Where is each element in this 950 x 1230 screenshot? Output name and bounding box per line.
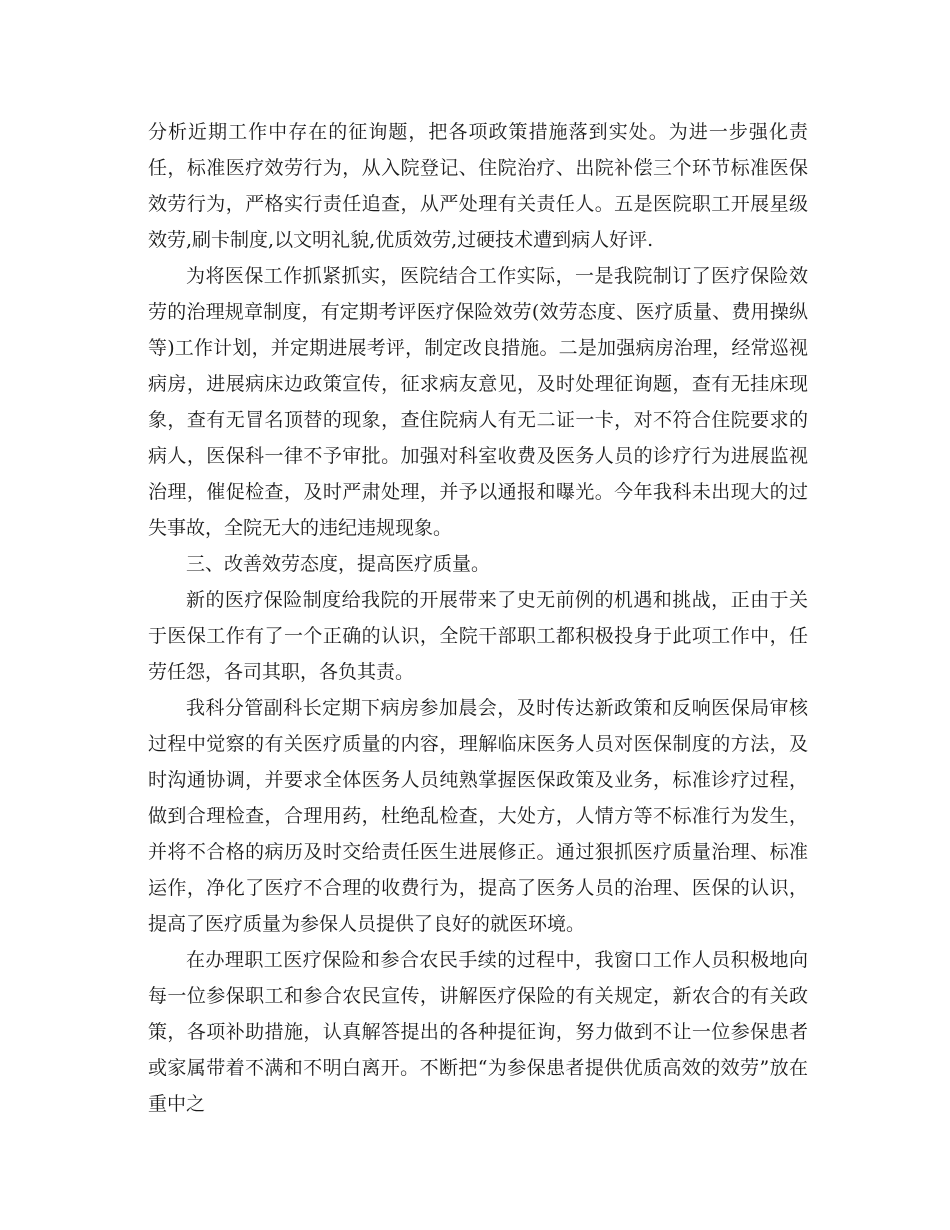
paragraph-medical-insurance-management: 为将医保工作抓紧抓实，医院结合工作实际，一是我院制订了医疗保险效劳的治理规章制度，有定期考评医疗保险效劳(效劳态度、医疗质量、费用操纵等)工作计划，并定期进展考评，制定改良措施。二是加强病房治理，经常巡视病房，进展病床边政策宣传，征求病友意见，及时处理征询题，查有无挂床现象，查有无冒名顶替的现象，查住院病人有无二证一卡，对不符合住院要求的病人，医保科一律不予审批。加强对科室收费及医务人员的诊疗行为进展监视治理，催促检查，及时严肃处理，并予以通报和曝光。今年我科未出现大的过失事故，全院无大的违纪违规现象。 — [148, 265, 808, 539]
paragraph-window-staff: 在办理职工医疗保险和参合农民手续的过程中，我窗口工作人员积极地向每一位参保职工和参合农民宣传，讲解医疗保险的有关规定，新农合的有关政策，各项补助措施，认真解答提出的各种提征询，努力做到不让一位参保患者或家属带着不满和不明白离开。不断把“为参保患者提供优质高效的效劳”放在重中之 — [148, 949, 808, 1115]
paragraph-deputy-chief-rounds: 我科分管副科长定期下病房参加晨会，及时传达新政策和反响医保局审核过程中觉察的有关医疗质量的内容，理解临床医务人员对医保制度的方法，及时沟通协调，并要求全体医务人员纯熟掌握医保政策及业务，标准诊疗过程，做到合理检查，合理用药，杜绝乱检查，大处方，人情方等不标准行为发生，并将不合格的病历及时交给责任医生进展修正。通过狠抓医疗质量治理、标准运作，净化了医疗不合理的收费行为，提高了医务人员的治理、医保的认识，提高了医疗质量为参保人员提供了良好的就医环境。 — [148, 697, 808, 935]
section-heading-improve-service: 三、改善效劳态度，提高医疗质量。 — [186, 553, 491, 575]
paragraph-continuation: 分析近期工作中存在的征询题，把各项政策措施落到实处。为进一步强化责任，标准医疗效劳行为，从入院登记、住院治疗、出院补偿三个环节标准医保效劳行为，严格实行责任追查，从严处理有关责任人。五是医院职工开展星级效劳,刷卡制度,以文明礼貌,优质效劳,过硬技术遭到病人好评. — [148, 121, 808, 251]
paragraph-new-insurance-system: 新的医疗保险制度给我院的开展带来了史无前例的机遇和挑战，正由于关于医保工作有了一个正确的认识，全院干部职工都积极投身于此项工作中，任劳任怨，各司其职，各负其责。 — [148, 589, 808, 683]
document-body — [148, 114, 808, 1122]
